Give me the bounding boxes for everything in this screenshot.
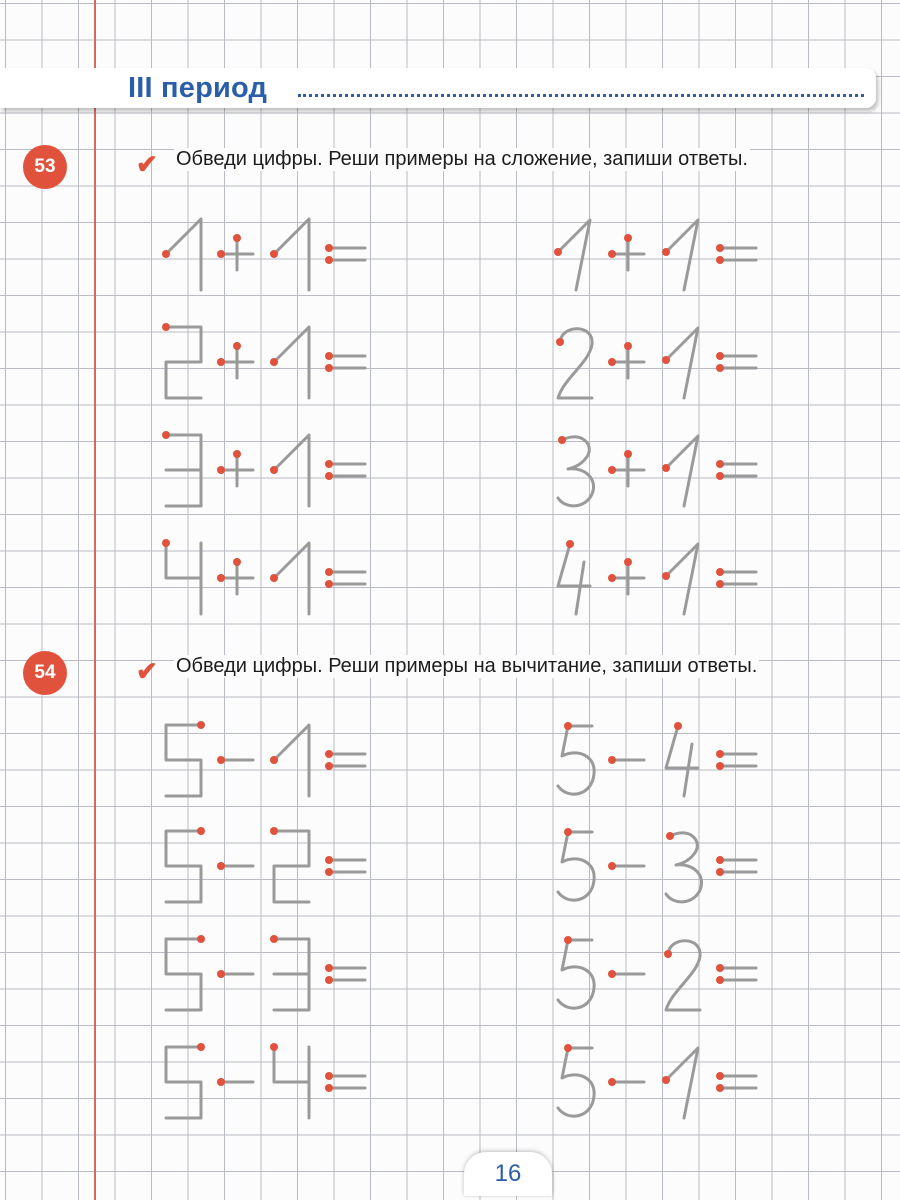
start-dot-marker (325, 568, 333, 576)
start-dot-marker (233, 342, 241, 350)
minus-sign (217, 756, 253, 764)
plus-sign (217, 234, 253, 270)
digit-5-glyph (558, 722, 594, 794)
start-dot-marker (325, 256, 333, 264)
digit-3-glyph (558, 436, 594, 506)
task-number-badge: 54 (23, 651, 67, 695)
checkmark-icon: ✔ (136, 149, 158, 179)
start-dot-marker (662, 572, 670, 580)
digit-2-glyph (556, 329, 592, 398)
equals-sign (716, 750, 756, 770)
digit-1-glyph (662, 328, 698, 398)
start-dot-marker (162, 250, 170, 258)
start-dot-marker (608, 574, 616, 582)
task-instruction: Обведи цифры. Реши примеры на сложение, запиши ответы. (176, 148, 748, 170)
digit-4-glyph (270, 1043, 309, 1118)
start-dot-marker (217, 466, 225, 474)
digit-1-glyph (270, 435, 309, 506)
start-dot-marker (608, 862, 616, 870)
start-dot-marker (564, 828, 572, 836)
equals-sign (716, 964, 756, 984)
equals-sign (325, 964, 365, 984)
start-dot-marker (217, 1078, 225, 1086)
digit-1-glyph (270, 327, 309, 398)
start-dot-marker (270, 574, 278, 582)
digit-4-glyph (162, 539, 201, 614)
start-dot-marker (325, 1084, 333, 1092)
plus-sign (608, 450, 644, 486)
equals-sign (716, 1072, 756, 1092)
minus-sign (217, 862, 253, 870)
digit-3-glyph (666, 832, 702, 902)
start-dot-marker (608, 358, 616, 366)
start-dot-marker (716, 1084, 724, 1092)
start-dot-marker (716, 352, 724, 360)
digit-1-glyph (662, 436, 698, 506)
start-dot-marker (608, 1078, 616, 1086)
page-number: 16 (494, 1160, 522, 1187)
start-dot-marker (716, 256, 724, 264)
start-dot-marker (564, 722, 572, 730)
start-dot-marker (233, 558, 241, 566)
minus-sign (217, 1078, 253, 1086)
start-dot-marker (325, 964, 333, 972)
plus-sign (608, 234, 644, 270)
digit-5-glyph (558, 828, 594, 900)
digit-1-glyph (162, 219, 201, 290)
start-dot-marker (197, 827, 205, 835)
digit-5-glyph (166, 1043, 205, 1118)
start-dot-marker (217, 970, 225, 978)
digit-1-glyph (662, 220, 698, 290)
start-dot-marker (624, 342, 632, 350)
digit-5-glyph (166, 721, 205, 796)
start-dot-marker (564, 1044, 572, 1052)
equals-sign (325, 352, 365, 372)
equals-sign (325, 244, 365, 264)
start-dot-marker (716, 472, 724, 480)
start-dot-marker (554, 248, 562, 256)
equals-sign (716, 244, 756, 264)
start-dot-marker (325, 364, 333, 372)
start-dot-marker (666, 832, 674, 840)
start-dot-marker (624, 234, 632, 242)
start-dot-marker (162, 431, 170, 439)
digit-1-glyph (270, 219, 309, 290)
start-dot-marker (662, 1076, 670, 1084)
digit-2-glyph (664, 941, 700, 1010)
start-dot-marker (217, 250, 225, 258)
plus-sign (217, 342, 253, 378)
start-dot-marker (624, 558, 632, 566)
start-dot-marker (233, 234, 241, 242)
plus-sign (217, 450, 253, 486)
digit-1-glyph (662, 1048, 698, 1118)
start-dot-marker (217, 574, 225, 582)
start-dot-marker (217, 756, 225, 764)
start-dot-marker (716, 580, 724, 588)
digit-4-glyph (558, 540, 590, 614)
start-dot-marker (325, 580, 333, 588)
minus-sign (608, 862, 644, 870)
digit-5-glyph (166, 827, 205, 902)
start-dot-marker (325, 472, 333, 480)
start-dot-marker (162, 539, 170, 547)
equals-sign (716, 568, 756, 588)
plus-sign (608, 558, 644, 594)
start-dot-marker (716, 460, 724, 468)
start-dot-marker (556, 338, 564, 346)
start-dot-marker (716, 856, 724, 864)
task-number-badge: 53 (23, 145, 67, 189)
digit-1-glyph (662, 544, 698, 614)
digit-3-glyph (162, 431, 201, 506)
equals-sign (716, 352, 756, 372)
start-dot-marker (217, 358, 225, 366)
start-dot-marker (325, 868, 333, 876)
start-dot-marker (270, 935, 278, 943)
start-dot-marker (716, 976, 724, 984)
start-dot-marker (270, 1043, 278, 1051)
start-dot-marker (662, 248, 670, 256)
start-dot-marker (325, 762, 333, 770)
digit-5-glyph (558, 936, 594, 1008)
minus-sign (608, 756, 644, 764)
start-dot-marker (664, 950, 672, 958)
plus-sign (608, 342, 644, 378)
digit-2-glyph (270, 827, 309, 902)
task-instruction: Обведи цифры. Реши примеры на вычитание, запиши ответы. (176, 655, 758, 677)
equals-sign (716, 460, 756, 480)
minus-sign (608, 970, 644, 978)
start-dot-marker (325, 1072, 333, 1080)
start-dot-marker (662, 356, 670, 364)
equals-sign (325, 856, 365, 876)
start-dot-marker (197, 721, 205, 729)
equals-sign (325, 1072, 365, 1092)
digit-1-glyph (270, 725, 309, 796)
start-dot-marker (325, 244, 333, 252)
plus-sign (217, 558, 253, 594)
start-dot-marker (270, 250, 278, 258)
start-dot-marker (608, 250, 616, 258)
start-dot-marker (233, 450, 241, 458)
start-dot-marker (558, 436, 566, 444)
minus-sign (217, 970, 253, 978)
start-dot-marker (716, 868, 724, 876)
start-dot-marker (716, 364, 724, 372)
equals-sign (716, 856, 756, 876)
start-dot-marker (662, 464, 670, 472)
start-dot-marker (325, 352, 333, 360)
start-dot-marker (270, 756, 278, 764)
digit-5-glyph (166, 935, 205, 1010)
start-dot-marker (624, 450, 632, 458)
start-dot-marker (325, 750, 333, 758)
equals-sign (325, 460, 365, 480)
digit-1-glyph (270, 543, 309, 614)
start-dot-marker (608, 756, 616, 764)
start-dot-marker (197, 1043, 205, 1051)
start-dot-marker (270, 358, 278, 366)
start-dot-marker (325, 976, 333, 984)
start-dot-marker (716, 244, 724, 252)
start-dot-marker (197, 935, 205, 943)
equals-sign (325, 750, 365, 770)
digit-3-glyph (270, 935, 309, 1010)
equals-sign (325, 568, 365, 588)
start-dot-marker (564, 936, 572, 944)
digit-4-glyph (666, 722, 698, 796)
start-dot-marker (716, 762, 724, 770)
minus-sign (608, 1078, 644, 1086)
digit-2-glyph (162, 323, 201, 398)
period-title: III период (128, 72, 268, 104)
start-dot-marker (217, 862, 225, 870)
start-dot-marker (325, 856, 333, 864)
start-dot-marker (162, 323, 170, 331)
start-dot-marker (674, 722, 682, 730)
start-dot-marker (270, 827, 278, 835)
start-dot-marker (325, 460, 333, 468)
start-dot-marker (270, 466, 278, 474)
start-dot-marker (608, 970, 616, 978)
start-dot-marker (566, 540, 574, 548)
digit-1-glyph (554, 220, 590, 290)
start-dot-marker (716, 750, 724, 758)
start-dot-marker (716, 1072, 724, 1080)
checkmark-icon: ✔ (136, 656, 158, 686)
start-dot-marker (608, 466, 616, 474)
start-dot-marker (716, 568, 724, 576)
digit-5-glyph (558, 1044, 594, 1116)
start-dot-marker (716, 964, 724, 972)
